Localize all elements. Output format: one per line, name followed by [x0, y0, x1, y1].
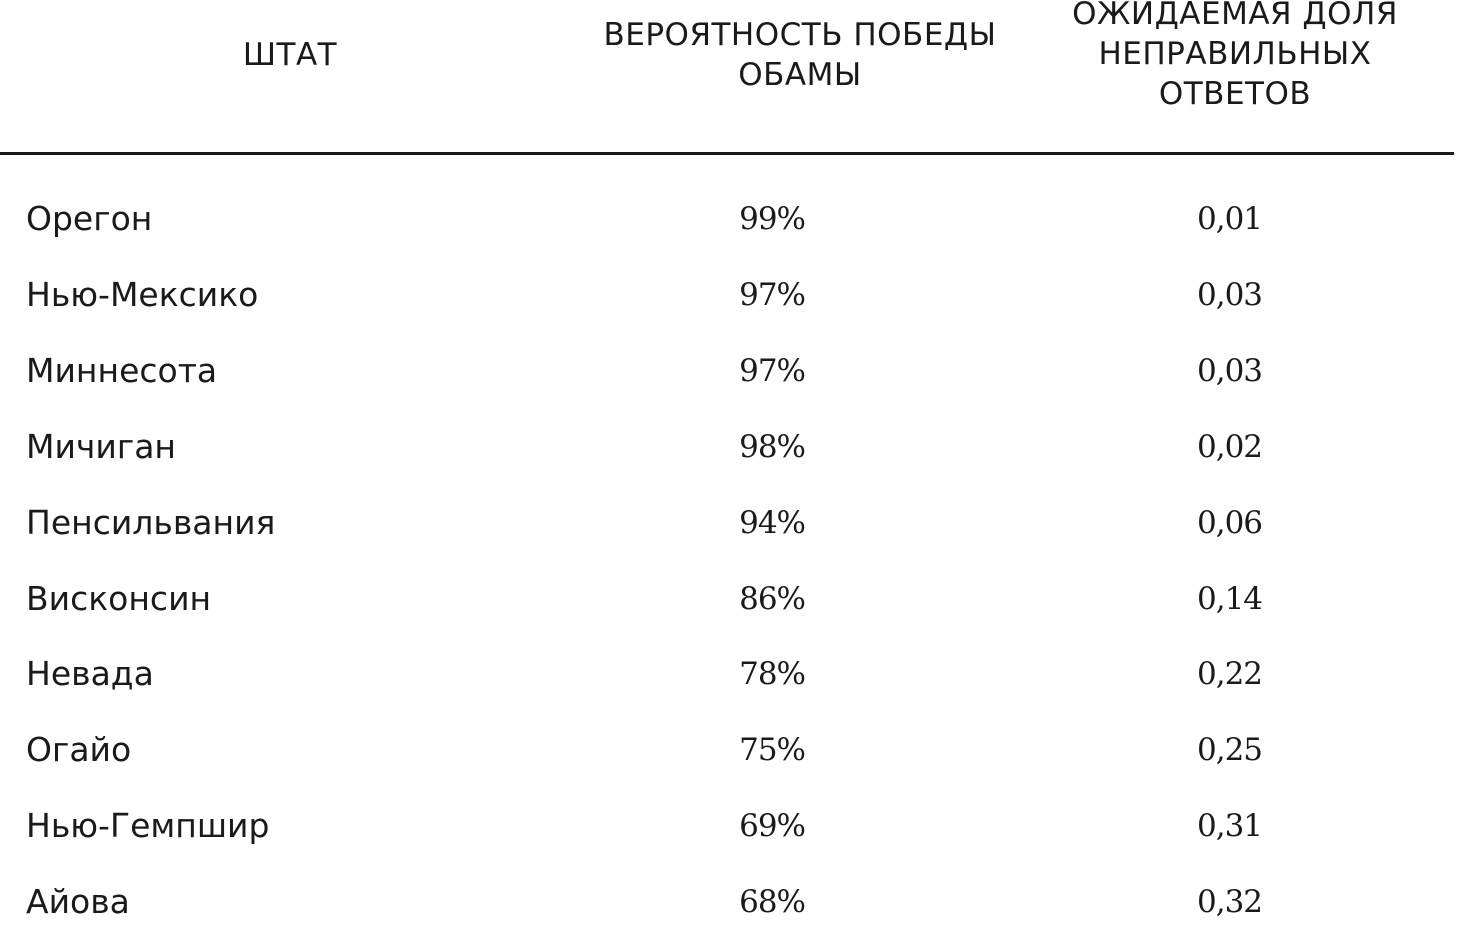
table-row [0, 422, 1457, 472]
table-row [0, 270, 1457, 320]
state-cell: Невада [26, 654, 154, 693]
probability-cell: 69% [739, 808, 805, 844]
probability-cell: 97% [739, 277, 805, 313]
table-row [0, 574, 1457, 624]
table-row [0, 725, 1457, 775]
probability-cell: 94% [739, 505, 805, 541]
error-cell: 0,03 [1197, 353, 1263, 389]
header-expected-error-share: ОЖИДАЕМАЯ ДОЛЯ НЕПРАВИЛЬНЫХ ОТВЕТОВ [1072, 0, 1398, 112]
header-divider [0, 152, 1454, 155]
probability-cell: 99% [739, 201, 805, 237]
error-cell: 0,01 [1197, 201, 1263, 237]
table-row [0, 877, 1457, 927]
probability-cell: 68% [739, 884, 805, 920]
table-row [0, 498, 1457, 548]
table-row [0, 801, 1457, 851]
error-cell: 0,25 [1197, 732, 1263, 768]
error-cell: 0,14 [1197, 581, 1263, 617]
probability-cell: 86% [739, 581, 805, 617]
header-state: ШТАТ [242, 37, 338, 73]
table-row [0, 194, 1457, 244]
state-cell: Висконсин [26, 579, 212, 618]
table-row [0, 346, 1457, 396]
table-row [0, 649, 1457, 699]
state-cell: Мичиган [26, 427, 176, 466]
error-cell: 0,03 [1197, 277, 1263, 313]
state-cell: Пенсильвания [26, 503, 276, 542]
probability-cell: 75% [739, 732, 805, 768]
error-cell: 0,31 [1197, 808, 1263, 844]
probability-cell: 78% [739, 656, 805, 692]
error-cell: 0,06 [1197, 505, 1263, 541]
state-cell: Миннесота [26, 351, 218, 390]
state-cell: Орегон [26, 199, 153, 238]
state-cell: Огайо [26, 730, 132, 769]
error-cell: 0,02 [1197, 429, 1263, 465]
state-cell: Нью-Гемпшир [26, 806, 270, 845]
header-obama-win-probability: ВЕРОЯТНОСТЬ ПОБЕДЫ ОБАМЫ [603, 17, 997, 93]
state-cell: Нью-Мексико [26, 275, 259, 314]
error-cell: 0,32 [1197, 884, 1263, 920]
state-cell: Айова [26, 882, 130, 921]
probability-cell: 98% [739, 429, 805, 465]
error-cell: 0,22 [1197, 656, 1263, 692]
probability-cell: 97% [739, 353, 805, 389]
